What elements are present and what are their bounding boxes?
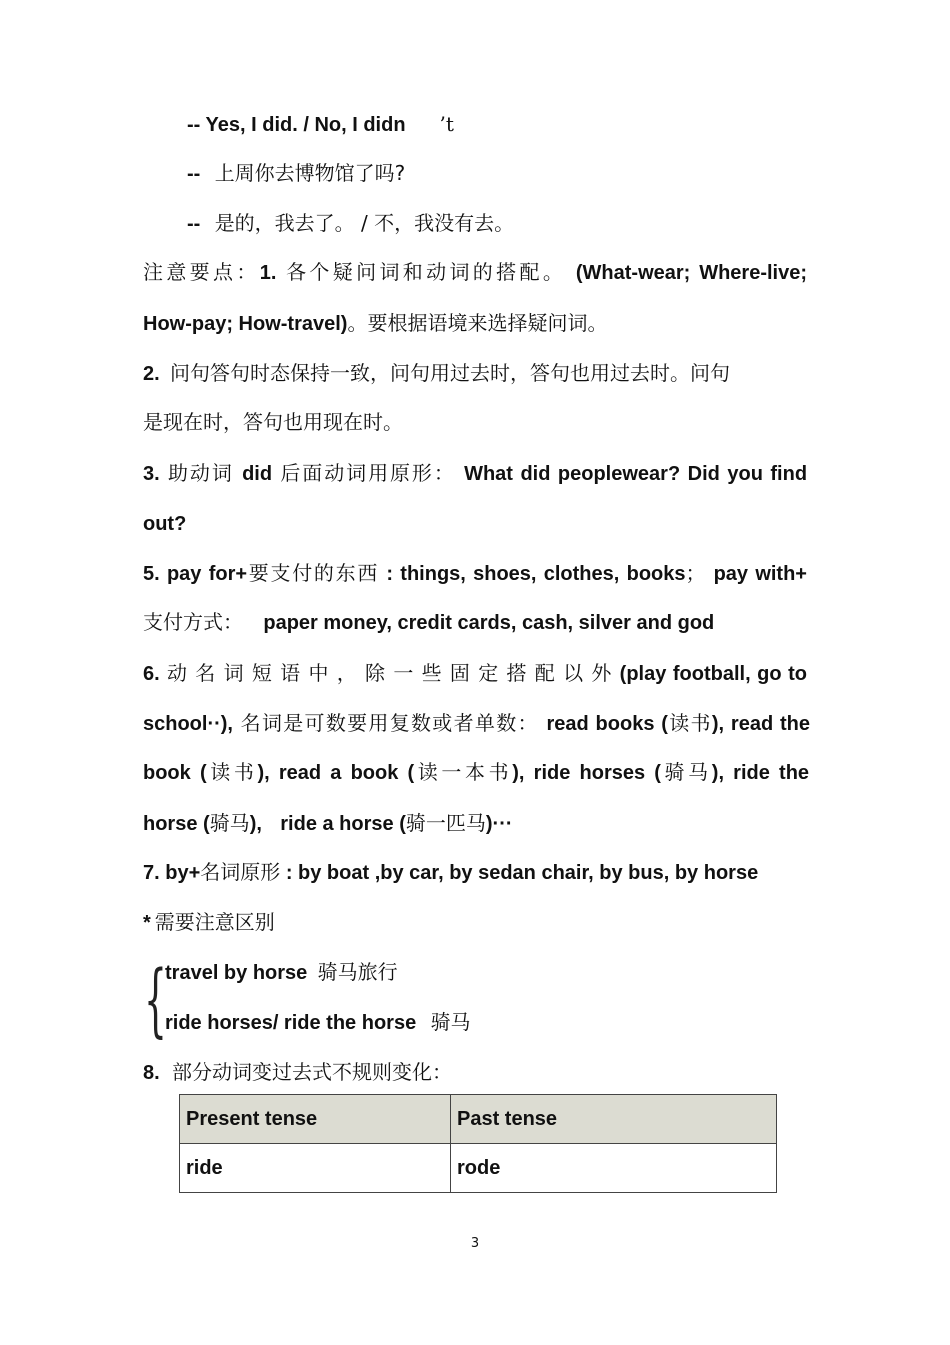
note-text: 要支付的东西: [247, 561, 380, 585]
example: ··),: [207, 713, 233, 735]
note-text: 部分动词变过去式不规则变化：: [172, 1060, 453, 1084]
table-header-cell: Past tense: [451, 1095, 777, 1144]
note-text: 动 名 词 短 语 中 ， 除 一 些 固 定 搭 配 以 外: [167, 661, 613, 685]
note-text: 需要注意区别: [154, 910, 275, 934]
note-heading: 注意要点：: [143, 260, 260, 284]
note-text: 支付方式：: [143, 610, 243, 634]
note-6-line-1: [143, 661, 807, 686]
apostrophe-t: ’t: [439, 112, 454, 136]
item-number: 2.: [143, 363, 160, 385]
item-number: 7. by+: [143, 862, 201, 884]
note-5-line-1: [143, 561, 807, 586]
note-2-line-1: [143, 361, 730, 386]
example: ),: [249, 813, 262, 835]
note-3-line-2: [143, 511, 186, 536]
translation: 读一本书: [414, 760, 513, 784]
translation: 骑一匹马: [405, 811, 486, 835]
example: book (: [143, 762, 207, 784]
example-list: paper money, credit cards, cash, silver and god: [263, 612, 715, 634]
example-list: : things, shoes, clothes, books: [379, 563, 686, 585]
note-text: 后面动词用原形：: [280, 461, 456, 485]
example-list: : by boat ,by car, by sedan chair, by bus, by horse: [280, 862, 759, 884]
translation: 读书: [667, 711, 712, 735]
note-3-line-1: [143, 461, 807, 486]
note-6-line-4: [143, 811, 513, 836]
example: ride a horse (: [280, 813, 406, 835]
example: ), ride the: [711, 762, 810, 784]
item-number: 8.: [143, 1062, 160, 1084]
example-sentence-cont: out?: [143, 513, 187, 535]
item-number: 5. pay for+: [143, 563, 248, 585]
note-text: 名词是可数要用复数或者单数：: [240, 711, 539, 735]
answer-line-chinese: [187, 211, 514, 236]
note-text: 问句答句时态保持一致，问句用过去时，答句也用过去时。问句: [170, 361, 731, 385]
note-8: [143, 1060, 452, 1085]
irregular-verbs-table: [179, 1094, 777, 1193]
table-header-row: [180, 1095, 777, 1144]
translation: 读书: [206, 760, 258, 784]
phrase: ride horses/ ride the horse: [165, 1012, 417, 1034]
separator: ；: [685, 561, 706, 585]
translation: 骑马: [660, 760, 712, 784]
example: horse (: [143, 813, 210, 835]
example: ), read the: [711, 713, 811, 735]
distinction-heading: [143, 910, 275, 935]
pairing-list: (What-wear; Where-live;: [575, 262, 808, 284]
keyword: did: [242, 463, 273, 485]
item-number: 1.: [259, 262, 277, 284]
note-2-line-2: [143, 410, 403, 434]
table-cell: ride: [180, 1144, 451, 1193]
note-7: [143, 860, 758, 885]
translation: 骑马旅行: [317, 960, 398, 984]
note-5-line-2: [143, 610, 714, 635]
question-text: 上周你去博物馆了吗?: [214, 161, 406, 185]
example: ), read a book (: [257, 762, 415, 784]
curly-brace-icon: {: [144, 953, 167, 1046]
example-list: (play football, go to: [619, 663, 807, 685]
distinction-line-1: [165, 960, 398, 985]
example: ), ride horses (: [512, 762, 661, 784]
dash: --: [187, 213, 201, 235]
phrase: travel by horse: [165, 962, 308, 984]
note-text: 名词原形: [200, 860, 281, 884]
table-row: [180, 1144, 777, 1193]
example-sentence: What did peoplewear? Did you find: [464, 463, 808, 485]
table-header-cell: Present tense: [180, 1095, 451, 1144]
translation: 骑马: [430, 1010, 471, 1034]
translation: 骑马: [209, 811, 250, 835]
note-text: 。要根据语境来选择疑问词。: [347, 311, 608, 335]
answer-chinese-text: 是的，我去了。 / 不，我没有去。: [214, 211, 515, 235]
example: school: [143, 713, 208, 735]
pairing-list-cont: How-pay; How-travel): [143, 313, 348, 335]
table-cell: rode: [451, 1144, 777, 1193]
note-text: 是现在时，答句也用现在时。: [143, 410, 403, 434]
example: )···: [485, 813, 513, 835]
answer-text: -- Yes, I did. / No, I didn: [187, 114, 406, 136]
note-6-line-3: [143, 760, 809, 785]
note-1-line-1: [143, 260, 807, 285]
answer-line-english: [187, 112, 454, 137]
note-1-line-2: [143, 311, 607, 336]
dash: --: [187, 163, 201, 185]
note-6-line-2: [143, 711, 810, 736]
question-line-chinese: [187, 161, 405, 186]
page-number: 3: [470, 1236, 480, 1251]
item-number: 6.: [143, 663, 160, 685]
asterisk: *: [143, 912, 151, 934]
note-text: 助动词: [167, 461, 234, 485]
distinction-line-2: [165, 1010, 471, 1035]
keyword: pay with+: [713, 563, 807, 585]
item-number: 3.: [143, 463, 160, 485]
example: read books (: [546, 713, 668, 735]
note-text: 各个疑问词和动词的搭配。: [286, 260, 567, 284]
